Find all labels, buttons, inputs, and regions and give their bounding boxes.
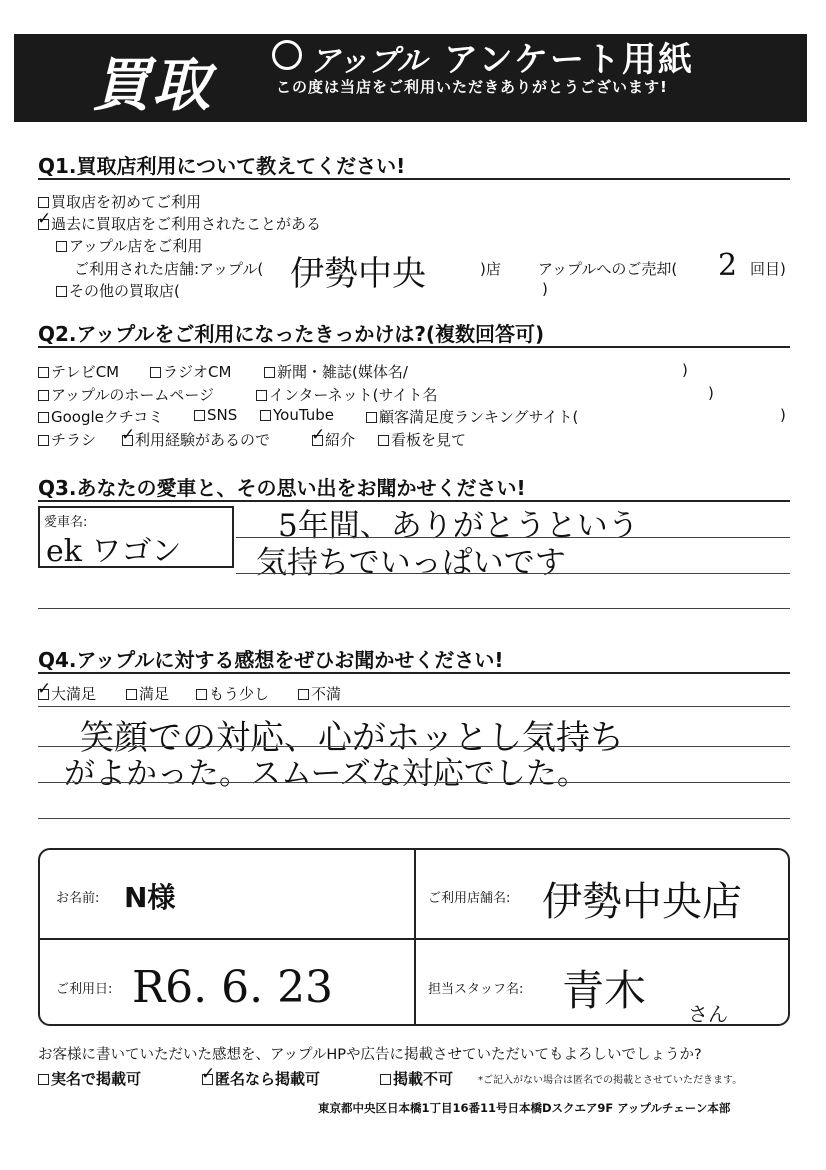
q2-option-internet[interactable]: インターネット(サイト名 [256,384,437,405]
checkbox-checked-icon[interactable] [38,219,49,230]
q2-option-tv[interactable]: テレビCM [38,361,119,382]
q4-option-very-satisfied[interactable]: ✓大満足 [38,683,96,704]
q4-comment-line1: 笑顔での対応、心がホッとし気持ち [80,718,624,758]
checkbox-icon[interactable] [194,410,205,421]
q4-option-dissatisfied[interactable]: 不満 [298,683,341,704]
survey-title: アンケート用紙 [444,40,694,80]
q4-write-line [38,782,790,783]
store-name-label: ご利用店舗名: [428,891,511,906]
date-handwritten[interactable]: R6. 6. 23 [132,962,334,1013]
name-value[interactable]: N様 [124,881,176,914]
q1-count-suffix: 回目) [750,260,786,278]
checkbox-icon[interactable] [150,367,161,378]
q1-rule [38,178,790,180]
checkbox-icon[interactable] [126,689,137,700]
q1-option-other[interactable]: その他の買取店( [56,280,180,301]
checkbox-icon[interactable] [256,390,267,401]
q1-heading: Q1.買取店利用について教えてください! [38,154,406,178]
car-name-label: 愛車名: [44,515,88,530]
q2-option-referral[interactable]: ✓ 紹介 [312,429,355,450]
q2-option-homepage[interactable]: アップルのホームページ [38,384,214,405]
checkbox-icon[interactable] [56,241,67,252]
q1-store-suffix: )店 [480,260,501,278]
q1-store-handwritten: 伊勢中央 [290,254,426,294]
checkbox-icon[interactable] [298,689,309,700]
checkbox-icon[interactable] [380,1074,391,1085]
q1-other-close: ) [542,280,548,298]
q3-heading: Q3.あなたの愛車と、その思い出をお聞かせください! [38,476,526,500]
q1-count-label: アップルへのご売却( [538,260,678,278]
q4-comment-line2: がよかった。スムーズな対応でした。 [64,756,588,792]
q2-option-experience[interactable]: ✓ 利用経験があるので [122,429,270,450]
card-divider-horizontal [38,938,790,940]
name-label: お名前: [56,891,100,906]
q2-option-google[interactable]: Googleクチコミ [38,406,163,427]
q2-option-youtube[interactable]: YouTube [260,406,334,424]
apple-logo-icon [272,40,302,70]
date-label: ご利用日: [56,982,113,997]
checkbox-icon[interactable] [38,197,49,208]
checkbox-icon[interactable] [38,435,49,446]
checkbox-icon[interactable] [264,367,275,378]
q4-heading: Q4.アップルに対する感想をぜひお聞かせください! [38,648,504,672]
q3-write-line [236,573,790,574]
checkbox-checked-icon[interactable] [38,689,49,700]
q3-memory-line1: 5年間、ありがとうという [278,508,639,544]
q2-heading: Q2.アップルをご利用になったきっかけは?(複数回答可) [38,322,545,346]
staff-name-handwritten[interactable]: 青木 [562,966,647,1015]
checkbox-icon[interactable] [38,412,49,423]
publish-option-real-name[interactable]: 実名で掲載可 [38,1068,141,1089]
checkbox-checked-icon[interactable] [312,435,323,446]
checkbox-icon[interactable] [260,410,271,421]
checkbox-icon[interactable] [378,435,389,446]
q2-option-ranking[interactable]: 顧客満足度ランキングサイト( [366,406,578,427]
checkbox-icon[interactable] [38,390,49,401]
q2-ranking-close: ) [780,406,786,424]
q4-write-line [38,746,790,747]
q1-store-label: ご利用された店舗:アップル( [74,260,264,278]
publish-note: *ご記入がない場合は匿名での掲載とさせていただきます。 [478,1075,743,1086]
q1-count-handwritten: 2 [718,248,738,283]
q4-write-line [38,706,790,707]
checkbox-checked-icon[interactable] [122,435,133,446]
publish-option-not-allowed[interactable]: 掲載不可 [380,1068,453,1089]
checkbox-icon[interactable] [38,367,49,378]
q2-option-paper[interactable]: 新聞・雑誌(媒体名/ [264,361,408,382]
q1-option-first[interactable]: 買取店を初めてご利用 [38,191,201,212]
publish-option-anonymous[interactable]: ✓ 匿名なら掲載可 [202,1068,320,1089]
staff-name-label: 担当スタッフ名: [428,982,524,997]
q1-option-apple[interactable]: アップル店をご利用 [56,235,202,256]
thanks-message: この度は当店をご利用いただきありがとうございます! [276,78,668,96]
q2-option-sign[interactable]: 看板を見て [378,429,466,450]
staff-suffix-handwritten: さん [688,1002,728,1026]
q2-option-sns[interactable]: SNS [194,406,237,424]
q4-option-satisfied[interactable]: 満足 [126,683,169,704]
q2-rule [38,346,790,348]
company-address: 東京都中央区日本橋1丁目16番11号日本橋Dスクエア9F アップルチェーン本部 [318,1101,731,1115]
q2-internet-close: ) [708,384,714,402]
q2-option-radio[interactable]: ラジオCM [150,361,231,382]
q2-paper-close: ) [682,361,688,379]
store-name-handwritten[interactable]: 伊勢中央店 [542,879,742,925]
q4-option-bit-more[interactable]: もう少し [196,683,269,704]
q3-memory-line2: 気持ちでいっぱいです [256,545,566,581]
checkbox-checked-icon[interactable] [202,1074,213,1085]
car-name-handwritten: ek ワゴン [46,534,182,569]
checkbox-icon[interactable] [38,1074,49,1085]
q4-rule [38,672,790,674]
checkbox-icon[interactable] [196,689,207,700]
q3-write-line [38,608,790,609]
brand-logo-text: アップル [310,44,427,79]
checkbox-icon[interactable] [56,286,67,297]
checkbox-icon[interactable] [366,412,377,423]
q1-option-past[interactable]: ✓過去に買取店をご利用されたことがある [38,213,321,234]
card-divider-vertical [414,848,416,1026]
kaitori-logo: 買取 [92,51,213,119]
publish-question: お客様に書いていただいた感想を、アップルHPや広告に掲載させていただいてもよろしいでしょうか? [38,1047,702,1063]
q2-option-flyer[interactable]: チラシ [38,429,96,450]
q4-write-line [38,818,790,819]
